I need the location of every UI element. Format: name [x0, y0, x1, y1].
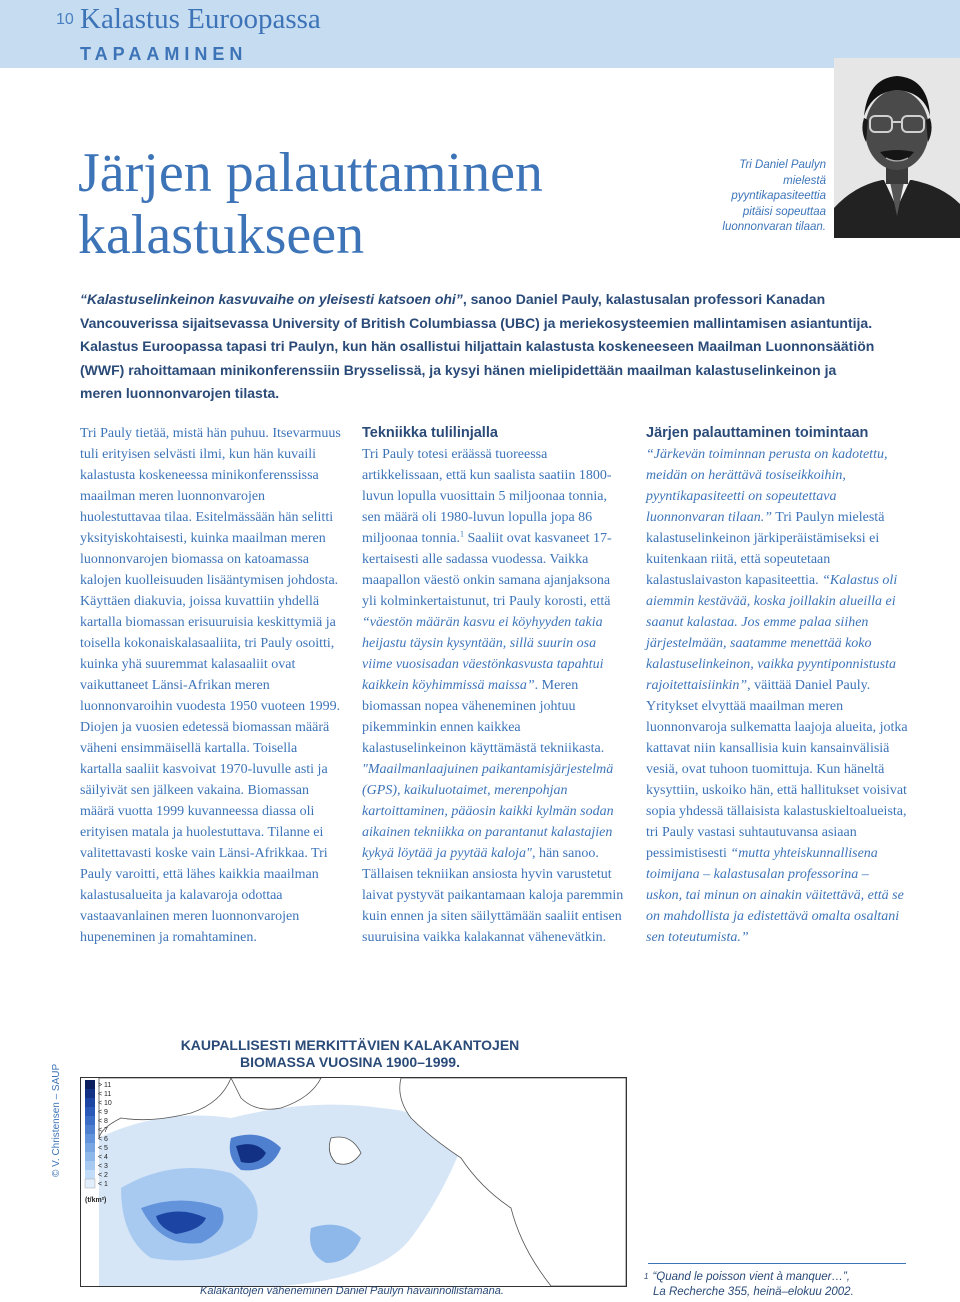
column-3-text-d: , väittää Daniel Pauly. Yritykset elvyttää maailman meren luonnonvaroja sulkematta laajoja alueita, jotka kattavat niin kansallisia kuin kansainvälisiä vesiä, ovat tuhoon tuomittuja. Kun häneltä kysyttiin, uskoiko hän, että hallitukset voisivat sopia yhdessä tällaisista kalastuskieltoalueista, tri Pauly vastasi suhtautuvansa asiaan pessimistisesti: [646, 678, 908, 861]
lead-text: , sanoo Daniel Pauly, kalastusalan professori Kanadan Vancouverissa sijaitsevassa University of British Columbiassa (UBC) ja meriekosysteemien mallintamisen asiantuntija. Kalastus Euroopassa tapasi tri Paulyn, kun hän osallistui hiljattain kalastusta koskeneeseen Maailman Luonnonsäätiön (WWF) rahoittamaan minikonferenssiin Brysselissä, ja kysyi hänen mielipidettään maailman kalastuselinkeinon ja meren luonnonvarojen tilasta.: [80, 291, 875, 401]
legend-unit: (t/km²): [85, 1197, 107, 1204]
lead-paragraph: [80, 288, 880, 406]
footnote-line-1: “Quand le poisson vient à manquer…”,: [652, 1271, 850, 1283]
legend-label: > 11: [98, 1082, 112, 1089]
column-3: [646, 423, 908, 948]
legend-label: < 5: [98, 1145, 108, 1152]
column-3-quote-3: “mutta yhteiskunnallisena toimijana – kalastusalan professorina – uskon, tai minun on ainakin väitettävä, että se on mahdollista ja edistettävä omalta osaltani sen toteutumista.”: [646, 846, 904, 945]
legend-label: < 8: [98, 1118, 108, 1125]
column-2: [362, 423, 624, 948]
photo-caption-line: mielestä: [783, 174, 826, 187]
legend-label: < 2: [98, 1172, 108, 1179]
column-2-text-d: . Meren biomassan nopea väheneminen johtuu pikemminkin ennen kaikkea kalastuselinkeinon käyttämästä tekniikasta.: [362, 678, 605, 756]
column-3-text: [646, 444, 908, 948]
magazine-title: Kalastus Euroopassa: [80, 3, 321, 35]
column-1-text: Tri Pauly tietää, mistä hän puhuu. Itsevarmuus tuli erityisen selvästi ilmi, kun hän kuvaili kalastusta koskeneessa minikonferenssissa maailman meren luonnonvarojen huolestuttavaa tilaa. Esitelmässään hän selitti yksityiskohtaisesti, kuinka maailman meren luonnonvarojen biomassa on katoamassa kalojen kuolleisuuden lisääntymisen johdosta. Käyttäen diakuvia, joissa kuvattiin yhdellä kartalla biomassan erisuuruisia keskittymiä ja toisella kokonaiskalasaaliita, tri Pauly osoitti, kuinka yhä suuremmat kalasaaliit ovat vaikuttaneet Länsi-Afrikan meren luonnonvaroihin vuodesta 1950 vuoteen 1999. Diojen ja vuosien edetessä biomassan määrä väheni ensimmäisellä kartalla. Toisella kartalla saaliit kasvoivat 1970-luvulle asti ja säilyivät sen jälkeen vakaina. Biomassan määrä vuotta 1999 kuvanneessa diassa oli erityisen matala ja huolestuttava. Tilanne ei valitettavasti koske vain Länsi-Afrikkaa. Tri Pauly varoitti, että lähes kaikkia maailman kalastusalueita ja kalavaroja odottaa vastaavanlainen meren luonnonvarojen hupeneminen ja romahtaminen.: [80, 426, 341, 945]
section-label: TAPAAMINEN: [80, 44, 248, 64]
footnote-ref: 1: [459, 529, 464, 539]
page-number: 10: [56, 11, 74, 28]
photo-caption-line: Tri Daniel Paulyn: [739, 159, 826, 171]
map-title: [150, 1037, 550, 1071]
footnote: [644, 1270, 944, 1299]
legend-label: < 9: [98, 1109, 108, 1116]
column-2-text-f: , hän sanoo. Tällaisen tekniikan ansiosta hyvin varustetut laivat pystyvät paikantamaan kaloja paremmin kuin ennen ja siten säilyttämään saaliit entisen suuruisina vaikka kalakannat vähenevätkin.: [362, 846, 624, 945]
portrait-illustration: [834, 58, 960, 238]
title-line-1: Järjen palauttaminen: [78, 142, 543, 204]
legend-label: < 10: [98, 1100, 112, 1107]
legend-label: < 3: [98, 1163, 108, 1170]
legend-label: < 1: [98, 1181, 108, 1188]
column-2-heading: Tekniikka tulilinjalla: [362, 425, 498, 441]
photo-caption-line: luonnonvaran tilaan.: [722, 221, 826, 233]
biomass-map: [80, 1077, 627, 1287]
legend-label: < 6: [98, 1136, 108, 1143]
legend-label: < 7: [98, 1127, 108, 1134]
portrait-photo: [834, 58, 960, 238]
column-3-text-b: Tri Paulyn mielestä kalastuselinkeinon järkiperäistämiseksi ei kuitenkaan riitä, että sopeutetaan kalastuslaivaston kapasiteettia.: [646, 510, 885, 588]
column-3-quote-1: “Järkevän toiminnan perusta on kadotettu, meidän on herättävä tosiseikkoihin, pyyntikapasiteetti on sopeutettava luonnonvaran tilaan.”: [646, 447, 888, 525]
footnote-divider: [648, 1263, 906, 1264]
column-1: [80, 423, 342, 948]
column-3-heading: Järjen palauttaminen toimintaan: [646, 425, 869, 441]
legend-label: < 4: [98, 1154, 108, 1161]
map-caption: Kalakantojen väheneminen Daniel Paulyn havainnollistamana.: [200, 1285, 504, 1297]
photo-caption: [666, 158, 826, 236]
map-copyright-text: © V. Christensen – SAUP: [51, 1063, 62, 1177]
lead-quote: “Kalastuselinkeinon kasvuvaihe on yleisesti katsoen ohi”: [80, 291, 463, 307]
footnote-line-2: La Recherche 355, heinä–elokuu 2002.: [653, 1285, 854, 1298]
map-title-line-1: KAUPALLISESTI MERKITTÄVIEN KALAKANTOJEN: [180, 1037, 520, 1053]
column-3-quote-2: “Kalastus oli aiemmin kestävää, koska joillakin alueilla ei saanut kalastaa. Jos emme palaa siihen järjestelmään, saatamme menettää koko kalastuselinkeinon, vaikka pyyntiponnistusta rajoitettaisiinkin”: [646, 573, 898, 693]
map-copyright: [50, 1063, 70, 1177]
article-title: [78, 142, 543, 266]
column-2-text-b: Saaliit ovat kasvaneet 17-kertaisesti alle sadassa vuodessa. Vaikka maapallon väestö onkin samana ajanjaksona yli kolminkertaistunut, tri Pauly korosti, että: [362, 531, 612, 609]
column-2-text-a: Tri Pauly totesi eräässä tuoreessa artikkelissaan, että kun saalista saatiin 1800-luvun lopulla vuosittain 5 miljoonaa tonnia, sen määrä oli 1980-luvun lopulla jopa 86 miljoonaa tonnia.: [362, 447, 612, 546]
column-2-quote-2: "Maailmanlaajuinen paikantamisjärjestelmä (GPS), kaikuluotaimet, merenpohjan kartoittaminen, pääosin kaikki kylmän sodan aikainen tekniikka on parantanut kalastajien kykyä löytää ja pyytää kaloja": [362, 762, 614, 861]
map-title-line-2: BIOMASSA VUOSINA 1900–1999.: [240, 1054, 460, 1070]
footnote-number: 1: [644, 1272, 649, 1281]
title-line-2: kalastukseen: [78, 204, 365, 266]
column-2-quote-1: “väestön määrän kasvu ei köyhyyden takia heijastu täysin kysyntään, sillä suurin osa viime vuosisadan väestönkasvusta tapahtui kaikkein köyhimmissä maissa”: [362, 615, 604, 693]
column-2-text: [362, 444, 624, 948]
legend-label: < 11: [98, 1091, 112, 1098]
photo-caption-line: pyyntikapasiteettia: [731, 190, 826, 202]
map-figure: [81, 1078, 626, 1286]
photo-caption-line: pitäisi sopeuttaa: [742, 205, 826, 218]
